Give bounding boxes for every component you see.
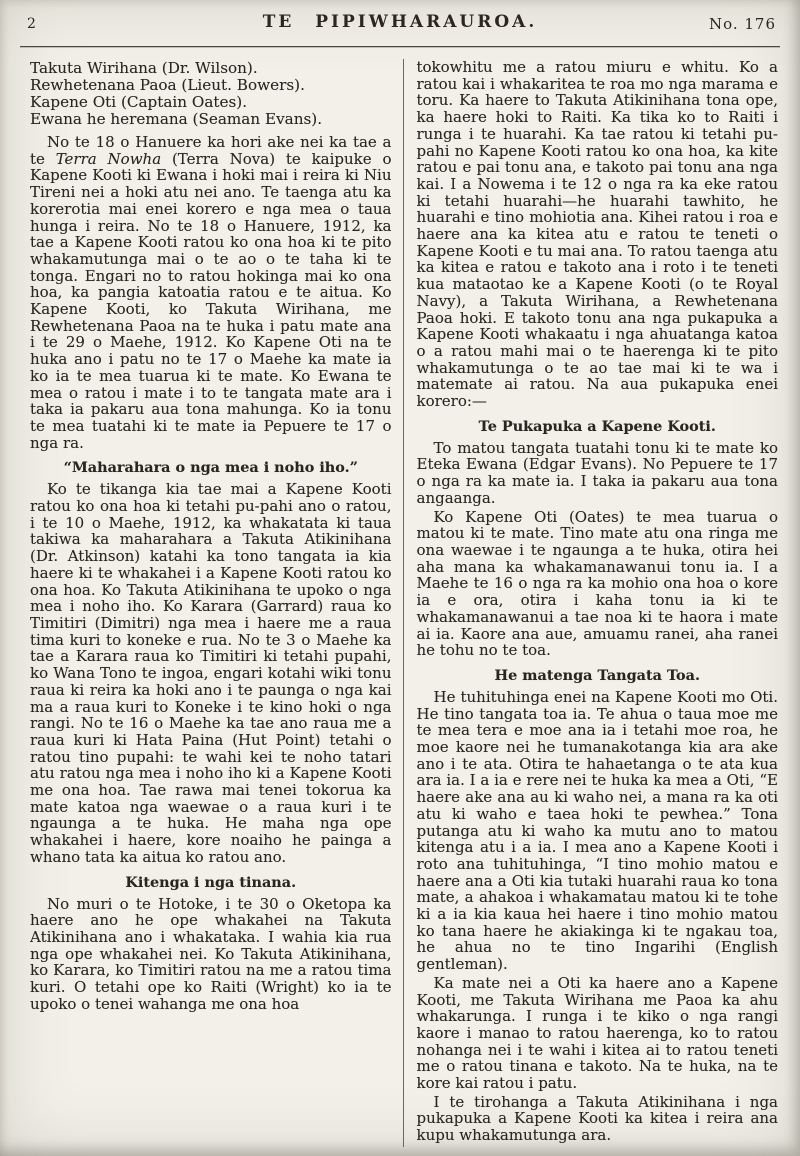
paragraph-maharahara: Ko te tikanga kia tae mai a Kapene Kooti ratou ko ona hoa ki tetahi pu-pahi ano o ratou, i te 10 o Maehe, 1912, ka whakatata ki taua takiwa ka maharahara a Takuta Atikinihana (Dr. Atkinson) katahi ka tono tangata ia kia haere ki te whakahei i a Kapene Kooti ratou ko ona hoa. Ko Takuta Atikinihana te upoko o nga mea i noho iho. Ko Karara (Garrard) raua ko Timitiri (Dimitri) nga mea i haere me a raua tima kuri to koneke e rua. No te 3 o Maehe ka tae a Karara raua ko Timitiri ki tetahi pupahi, ko Wana Tono te ingoa, engari kotahi wiki tonu raua ki reira ka hoki ano i te paunga o nga kai ma a raua kuri to Koneke i te kino hoki o nga rangi. No te 16 o Maehe ka tae ano raua me a raua kuri ki Hata Paina (Hut Point) tetahi o ratou tino pupahi: te wahi kei te noho tatari atu ratou nga mea i noho iho ki a Kapene Kooti me ona hoa. Tae rawa mai tenei tokorua ka mate katoa nga waewae o a raua kuri i te ngaunga a te huka. He maha nga ope whakahei i haere, kore noaiho he painga a whano tata ka aitua ko ratou ano. xyxy=(30,480,392,866)
paragraph-kitenga: No muri o te Hotoke, i te 30 o Oketopa ka haere ano he ope whakahei na Takuta Atikinihana ano i whakataka. I wahia kia rua nga ope whakahei nei. Ko Takuta Atikinihana, ko Karara, ko Timitiri ratou na me a ratou tima kuri. O tetahi ope ko Raiti (Wright) ko ia te upoko o tenei wahanga me ona hoa xyxy=(30,894,392,1013)
paragraph-eteka-ewana: To matou tangata tuatahi tonu ki te mate ko Eteka Ewana (Edgar Evans). No Pepuere te 17 o nga ra ka mate ia. I taka ia pakaru aua tona angaanga. xyxy=(416,438,778,507)
issue-number: No. 176 xyxy=(708,15,776,33)
page-number: 2 xyxy=(27,16,36,32)
right-column xyxy=(404,59,779,1153)
section-heading-pukapuka: Te Pukapuka a Kapene Kooti. xyxy=(478,417,716,435)
paragraph-kapene-oti: Ko Kapene Oti (Oates) te mea tuarua o matou ki te mate. Tino mate atu ona ringa me ona waewae i te ngaunga a te huka, otira hei aha mana ka whakamanawanui tonu ia. I a Maehe te 16 o nga ra ka mohio ona hoa o kore ia e ora, otira i kaha tonu ia ki te whakamanawanui a tae noa ki te haora i mate ai ia. Kaore ana aue, amuamu ranei, aha ranei he tohu no te toa. xyxy=(416,507,778,660)
section-heading-kitenga: Kitenga i nga tinana. xyxy=(125,873,297,891)
section-heading-matenga: He matenga Tangata Toa. xyxy=(494,666,700,684)
paragraph-ka-mate: Ka mate nei a Oti ka haere ano a Kapene Kooti, me Takuta Wirihana me Paoa ka ahu whakarunga. I runga i te kiko o nga rangi kaore i manao to ratou haerenga, ko to ratou nohanga nei i te wahi i kitea ai to ratou teneti me o ratou tinana e takoto. Na te huka, na te kore kai ratou i patu. xyxy=(416,973,778,1093)
paragraph-text: (Terra Nova) te kaipuke o Kapene Kooti ki Ewana i hoki mai i reira ki Niu Tireni nei a hoki atu nei ano. Te taenga atu ka korerotia mai enei korero e nga mea o taua hunga i reira. No te 18 o Hanuere, 1912, ka tae a Kapene Kooti ratou ko ona hoa ki te pito whakamutunga mai o te ao o te taha ki te tonga. Engari no to ratou hokinga mai ko ona hoa, ka pangia katoatia ratou e te aitua. Ko Kapene Kooti, ko Takuta Wirihana, me Rewhetenana Paoa na te huka i patu mate ana i te 29 o Maehe, 1912. Ko Kapene Oti na te huka ano i patu no te 17 o Maehe ka mate ia ko ia te mea tuarua ki te mate. Ko Ewana te mea o ratou i mate i to te tangata mate ara i taka ia pakaru aua tona mahunga. Ko ia tonu te mea tuatahi ki te mate ia Pepuere te 17 o nga ra. xyxy=(30,149,392,452)
paragraph-matenga-toa: He tuhituhinga enei na Kapene Kooti mo Oti. He tino tangata toa ia. Te ahua o taua moe me te mea tera e moe ana ia i tetahi moe roa, he moe kaore nei he tumanakotanga kia ara ake ano i te ata. Otira te hahaetanga o te ata kua ara ia. I a ia e rere nei te huka ka mea a Oti, “E haere ake ana au ki waho nei, a mana ra ka oti atu ki waho e taea hoki te pewhea.” Tona putanga atu ki waho ka mutu ano to matou kitenga atu i a ia. I mea ano a Kapene Kooti i roto ana tuhituhinga, “I tino mohio matou e haere ana a Oti kia tutaki huarahi raua ko tona mate, a ahakoa i whakamatau matou ki te tohe ki a ia kia kaua hei haere i tino mohio matou ko tana haere he akiakinga ki te ngakau toa, he ahua no te tino Ingarihi (English gentleman). xyxy=(416,687,778,974)
masthead-title: TE PIPIWHARAUROA. xyxy=(262,12,538,32)
paragraph-tirohanga: I te tirohanga a Takuta Atikinihana i nga pukapuka a Kapene Kooti ka kitea i reira ana kupu whakamutunga ara. xyxy=(416,1092,778,1145)
ship-name-italic: Terra Nowha xyxy=(55,149,162,168)
section-heading-maharahara: “Maharahara o nga mea i noho iho.” xyxy=(63,459,358,477)
page-header xyxy=(0,0,800,40)
crew-list-line: Ewana he heremana (Seaman Evans). xyxy=(30,110,323,128)
article-columns xyxy=(0,47,800,1153)
crew-list xyxy=(30,60,392,128)
crew-list-line: Kapene Oti (Captain Oates). xyxy=(30,93,248,111)
paragraph-text: No te 18 o Hanuere ka hori ake nei ka tae a te xyxy=(30,133,392,168)
paragraph-continuation: tokowhitu me a ratou miuru e whitu. Ko a ratou kai i whakaritea te roa mo nga marama e toru. Ka haere to Takuta Atikinihana tona ope, ka haere hoki to Raiti. Ka tika ko to Raiti i runga i te huarahi. Ka tae ratou ki tetahi pu-pahi no Kapene Kooti ratou ko ona hoa, ka kite ratou e pai tonu ana, e takoto pai tonu ana nga kai. I a Nowema i te 12 o nga ra ka eke ratou ki tetahi huarahi—he huarahi tawhito, he huarahi e tino mohiotia ana. Kihei ratou i roa e haere ana ka kitea atu e ratou te teneti o Kapene Kooti e tu mai ana. To ratou taenga atu ka kitea e ratou e takoto ana i roto i te teneti kua mataotao ke a Kapene Kooti (o te Royal Navy), a Takuta Wirihana, a Rewhetenana Paoa hoki. E takoto tonu ana nga pukapuka a Kapene Kooti whakaatu i nga ahuatanga katoa o a ratou mahi mai o te haerenga ki te pito whakamutunga o te ao tae mai ki te wa i matemate ai ratou. Na aua pukapuka enei korero:— xyxy=(416,59,778,411)
paragraph-terra-nova xyxy=(30,134,392,451)
crew-list-line: Takuta Wirihana (Dr. Wilson). xyxy=(30,59,258,77)
left-column xyxy=(30,59,403,1153)
crew-list-line: Rewhetenana Paoa (Lieut. Bowers). xyxy=(30,76,305,94)
